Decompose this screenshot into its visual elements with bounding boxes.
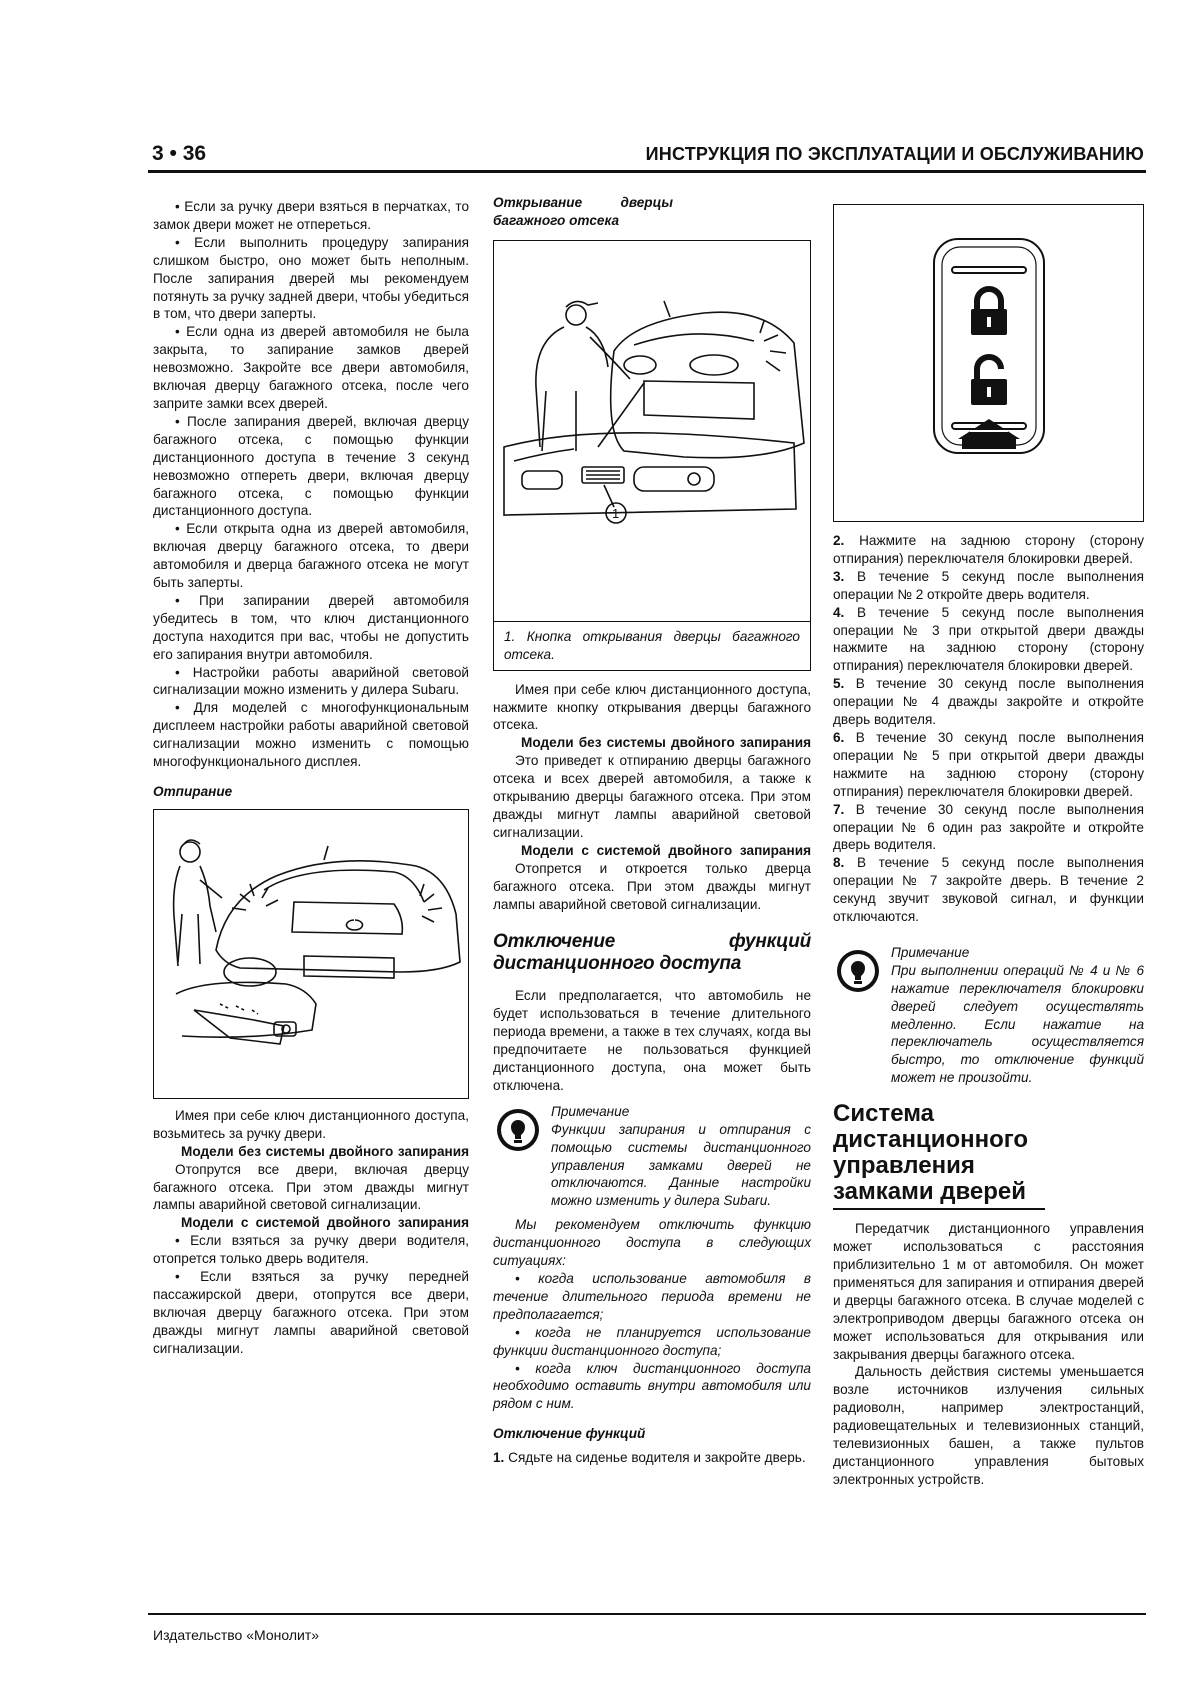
page-header <box>152 142 1144 172</box>
bullet-item: • Если взяться за ручку передней пассажирской двери, отопрутся все двери, включая дверцу багажного отсека. При этом дважды мигнут лампы аварийной световой сигнализации. <box>153 1268 469 1358</box>
column-3 <box>833 198 1144 1489</box>
paragraph: Дальность действия системы уменьшается возле источников излучения сильных радиоволн, например электростанций, радиовещательных и телевизионных станций, телевизионных башен, а также пультов дистанционного управления бытовых электронных устройств. <box>833 1364 1144 1487</box>
subheading-disable-functions: Отключение функций <box>493 1426 646 1442</box>
step-number: 8. <box>833 855 845 871</box>
step-text: В течение 5 секунд после выполнения операции № 2 откройте дверь водителя. <box>833 568 1144 602</box>
step-text: В течение 5 секунд после выполнения операции № 3 при открытой двери дважды нажмите на заднюю сторону (сторону отпирания) переключателя блокировки дверей. <box>833 604 1144 674</box>
paragraph: Передатчик дистанционного управления может использоваться с расстояния приблизительно 1 м от автомобиля. Он может применяться для запирания и отпирания дверей и дверцы багажного отсека. В случае моделей с электроприводом дверцы багажного отсека он может использоваться для открывания или закрывания дверцы багажного отсека. <box>833 1221 1144 1362</box>
step-item <box>833 568 1144 604</box>
note-text: При выполнении операций № 4 и № 6 нажатие переключателя блокировки дверей следует осуществлять медленно. Если нажатие на переключатель осуществляется быстро, то отключение функций может не произойти. <box>891 962 1144 1086</box>
caption-number: 1. <box>504 628 516 644</box>
step-number: 7. <box>833 801 845 817</box>
footer-rule <box>148 1613 1146 1615</box>
subheading: Модели без системы двойного запирания <box>181 1143 469 1159</box>
step-text: Нажмите на заднюю сторону (сторону отпирания) переключателя блокировки дверей. <box>833 533 1145 566</box>
note-paragraph: Мы рекомендуем отключить функцию дистанционного доступа в следующих ситуациях: <box>493 1217 811 1269</box>
step-item <box>833 854 1144 926</box>
lightbulb-icon <box>835 948 881 994</box>
note-bullet: • когда не планируется использование функции дистанционного доступа; <box>493 1324 811 1360</box>
column-1 <box>153 198 469 1358</box>
step-item <box>833 532 1144 568</box>
lock-open-icon <box>971 357 1007 405</box>
step-text: В течение 30 секунд после выполнения операции № 4 дважды закройте и откройте дверь водителя. <box>833 676 1144 728</box>
publisher-footer: Издательство «Монолит» <box>153 1627 320 1643</box>
step-item <box>833 604 1144 676</box>
note-block <box>833 944 1144 1087</box>
figure-unlock-illustration <box>153 809 469 1099</box>
bullet-item: • При запирании дверей автомобиля убедитесь в том, что ключ дистанционного доступа находится при вас, чтобы не допустить его запирания внутри автомобиля. <box>153 592 469 664</box>
bullet-item: • Если открыта одна из дверей автомобиля, включая дверцу багажного отсека, то двери автомобиля и дверца багажного отсека не могут быть заперты. <box>153 520 469 592</box>
lock-closed-icon <box>971 289 1007 335</box>
door-lock-switch-illustration <box>834 205 1143 521</box>
section-heading-trunk-open: Открывание дверцы багажного отсека <box>493 195 673 228</box>
note-text: Функции запирания и отпирания с помощью системы дистанционного управления замками дверей не отключаются. Данные настройки можно изменить у дилера Subaru. <box>551 1121 811 1209</box>
section-heading-remote-locks: Система дистанционного управления замками дверей <box>833 1101 1045 1210</box>
step-number: 5. <box>833 676 845 692</box>
paragraph: Это приведет к отпиранию дверцы багажного отсека и всех дверей автомобиля, а также к открыванию дверцы багажного отсека. При этом дважды мигнут лампы аварийной световой сигнализации. <box>493 753 811 840</box>
caption-text: Кнопка открывания дверцы багажного отсека. <box>504 628 800 662</box>
paragraph: Имея при себе ключ дистанционного доступа, нажмите кнопку открывания дверцы багажного отсека. <box>493 681 811 733</box>
bullet-item: • Если взяться за ручку двери водителя, отопрется только дверь водителя. <box>153 1232 469 1268</box>
header-rule <box>148 170 1146 173</box>
bullet-item: • Для моделей с многофункциональным дисплеем настройки работы аварийной световой сигнализации можно изменить с помощью многофункционального дисплея. <box>153 699 469 771</box>
step-text: В течение 5 секунд после выполнения операции № 7 закройте дверь. В течение 2 секунд звучит звуковой сигнал, и функции отключаются. <box>833 855 1144 925</box>
step-number: 6. <box>833 729 845 745</box>
paragraph: Отопрутся все двери, включая дверцу багажного отсека. При этом дважды мигнут лампы аварийной световой сигнализации. <box>153 1161 469 1213</box>
note-label: Примечание <box>891 944 970 960</box>
bullet-item: • Если одна из дверей автомобиля не была закрыта, то запирание замков дверей невозможно. Закройте все двери автомобиля, включая дверцу багажного отсека, после чего заприте замки всех дверей. <box>153 323 469 413</box>
step-item <box>833 675 1144 729</box>
note-bullet: • когда ключ дистанционного доступа необходимо оставить внутри автомобиля или рядом с ним. <box>493 1360 811 1414</box>
bullet-item: • После запирания дверей, включая дверцу багажного отсека, с помощью функции дистанционного доступа в течение 3 секунд невозможно отпереть двери, включая дверцу багажного отсека, с помощью функции дистанционного доступа. <box>153 413 469 520</box>
paragraph: Отопрется и откроется только дверца багажного отсека. При этом дважды мигнут лампы аварийной световой сигнализации. <box>493 860 811 912</box>
step-number: 3. <box>833 568 845 584</box>
callout-number: 1 <box>612 505 620 521</box>
note-bullet: • когда использование автомобиля в течение длительного периода времени не предполагается; <box>493 1270 811 1324</box>
trunk-button-illustration <box>494 241 809 621</box>
step-text: В течение 30 секунд после выполнения операции № 5 при открытой двери дважды нажмите на заднюю сторону (сторону отпирания) переключателя блокировки дверей. <box>833 729 1144 799</box>
subheading: Модели с системой двойного запирания <box>521 842 811 858</box>
subheading: Модели с системой двойного запирания <box>181 1215 469 1231</box>
subheading: Модели без системы двойного запирания <box>521 735 811 751</box>
step-text: В течение 30 секунд после выполнения операции № 6 один раз закройте и откройте дверь водителя. <box>833 801 1144 853</box>
paragraph: Если предполагается, что автомобиль не будет использоваться в течение длительного периода времени, а также в тех случаях, когда вы предпочитаете не пользоваться функцией дистанционного доступа, она может быть отключена. <box>493 988 811 1093</box>
step-item <box>833 729 1144 801</box>
bullet-item: • Если за ручку двери взяться в перчатках, то замок двери может не отпереться. <box>153 198 469 234</box>
paragraph: Имея при себе ключ дистанционного доступа, возьмитесь за ручку двери. <box>153 1107 469 1141</box>
step-number: 1. <box>493 1450 505 1466</box>
figure-caption <box>494 621 810 670</box>
lightbulb-icon <box>495 1107 541 1153</box>
bullet-item: • Если выполнить процедуру запирания слишком быстро, оно может быть неполным. После запирания дверей мы рекомендуем потянуть за ручку задней двери, чтобы убедиться в том, что двери заперты. <box>153 234 469 324</box>
bullet-item: • Настройки работы аварийной световой сигнализации можно изменить у дилера Subaru. <box>153 664 469 700</box>
figure-lock-switch <box>833 204 1144 522</box>
figure-trunk-open <box>493 240 811 671</box>
section-heading-disable: Отключение функций дистанционного доступа <box>493 931 811 975</box>
column-2 <box>493 195 811 1467</box>
step-text: Сядьте на сиденье водителя и закройте дверь. <box>508 1450 806 1466</box>
note-block <box>493 1103 811 1210</box>
step-number: 4. <box>833 604 845 620</box>
step-number: 2. <box>833 533 845 548</box>
car-door-handle-icon <box>154 810 467 1098</box>
page-number: 3 • 36 <box>152 142 207 165</box>
step-item <box>493 1449 811 1467</box>
running-title: ИНСТРУКЦИЯ ПО ЭКСПЛУАТАЦИИ И ОБСЛУЖИВАНИЮ <box>645 144 1144 164</box>
step-item <box>833 801 1144 855</box>
section-heading-unlock: Отпирание <box>153 784 233 799</box>
note-label: Примечание <box>551 1103 630 1119</box>
